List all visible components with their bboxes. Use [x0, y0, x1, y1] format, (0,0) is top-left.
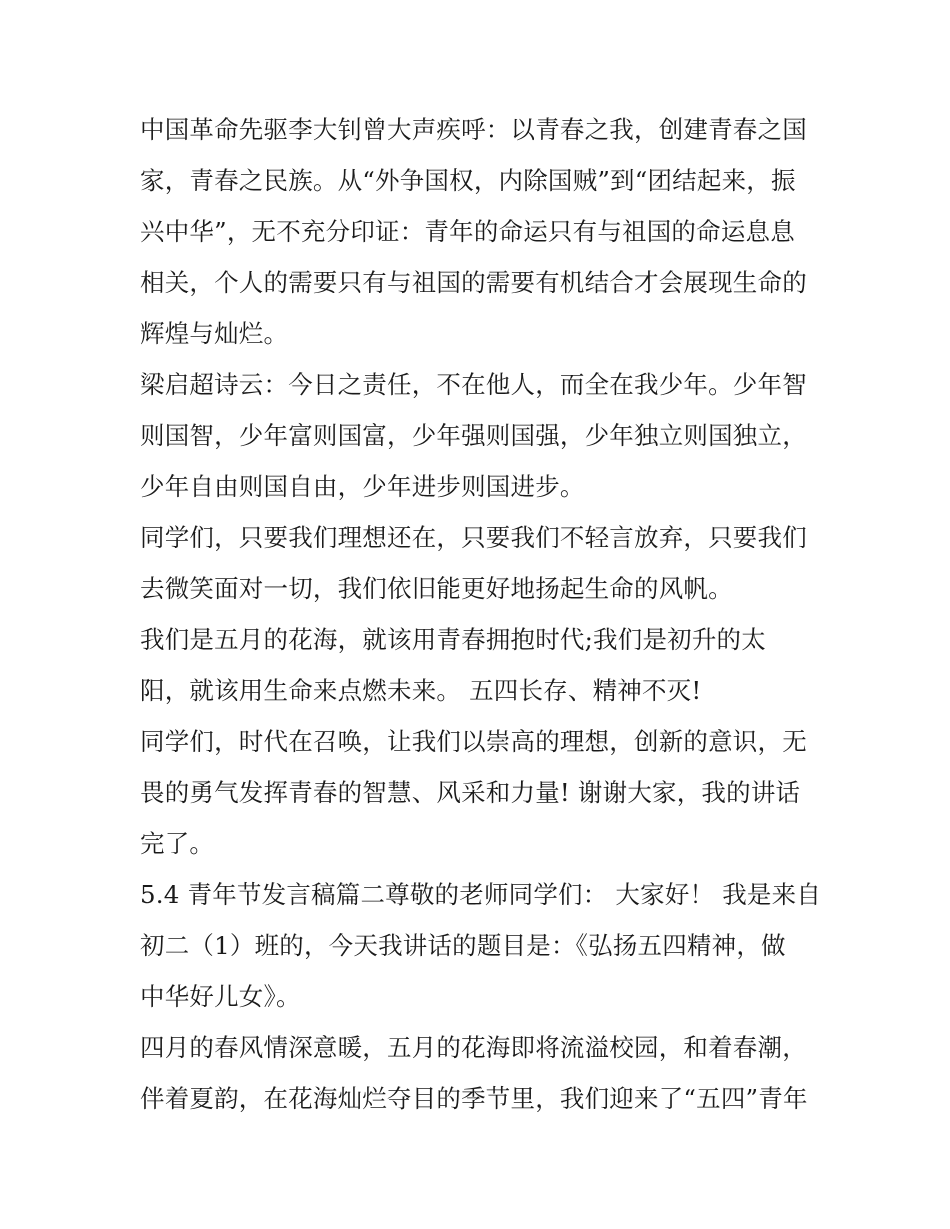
paragraph-speech-two-heading: [140, 869, 820, 1022]
text-line: 伴着夏韵，在花海灿烂夺目的季节里，我们迎来了“五四”青年: [140, 1084, 808, 1113]
text-line: 畏的勇气发挥青春的智慧、风采和力量! 谢谢大家，我的讲话: [140, 778, 801, 807]
paragraph-spring-breeze: [140, 1022, 820, 1124]
text-line: 同学们，时代在召唤，让我们以崇高的理想，创新的意识，无: [140, 727, 807, 756]
text-line: 初二（1）班的，今天我讲话的题目是：《弘扬五四精神，做: [140, 931, 786, 960]
text-line: 家，青春之民族。从“外争国权，内除国贼”到“团结起来，振: [140, 166, 796, 195]
paragraph-may-flowers: [140, 614, 820, 716]
paragraph-closing: [140, 716, 820, 869]
text-line: 中国革命先驱李大钊曾大声疾呼：以青春之我，创建青春之国: [140, 115, 807, 144]
text-line: 少年自由则国自由，少年进步则国进步。: [140, 472, 585, 501]
text-line: 梁启超诗云：今日之责任，不在他人，而全在我少年。少年智: [140, 370, 807, 399]
paragraph-ideals: [140, 512, 820, 614]
paragraph-liang-qichao: [140, 359, 820, 512]
text-line: 阳，就该用生命来点燃未来。 五四长存、精神不灭!: [140, 676, 702, 705]
text-line: 辉煌与灿烂。: [140, 319, 289, 348]
text-line: 我们是五月的花海，就该用青春拥抱时代;我们是初升的太: [140, 625, 766, 654]
text-line: 去微笑面对一切，我们依旧能更好地扬起生命的风帆。: [140, 574, 733, 603]
text-line: 同学们，只要我们理想还在，只要我们不轻言放弃，只要我们: [140, 523, 807, 552]
text-line: 完了。: [140, 829, 215, 858]
text-line: 四月的春风情深意暖，五月的花海即将流溢校园，和着春潮，: [140, 1033, 807, 1062]
text-line: 5.4 青年节发言稿篇二尊敬的老师同学们： 大家好！ 我是来自: [140, 880, 822, 909]
document-body: [140, 104, 820, 1124]
text-line: 兴中华”，无不充分印证：青年的命运只有与祖国的命运息息: [140, 217, 795, 246]
text-line: 中华好儿女》。: [140, 982, 301, 1011]
text-line: 相关，个人的需要只有与祖国的需要有机结合才会展现生命的: [140, 268, 807, 297]
text-line: 则国智，少年富则国富，少年强则国强，少年独立则国独立，: [140, 421, 807, 450]
paragraph-li-dazhao: [140, 104, 820, 359]
